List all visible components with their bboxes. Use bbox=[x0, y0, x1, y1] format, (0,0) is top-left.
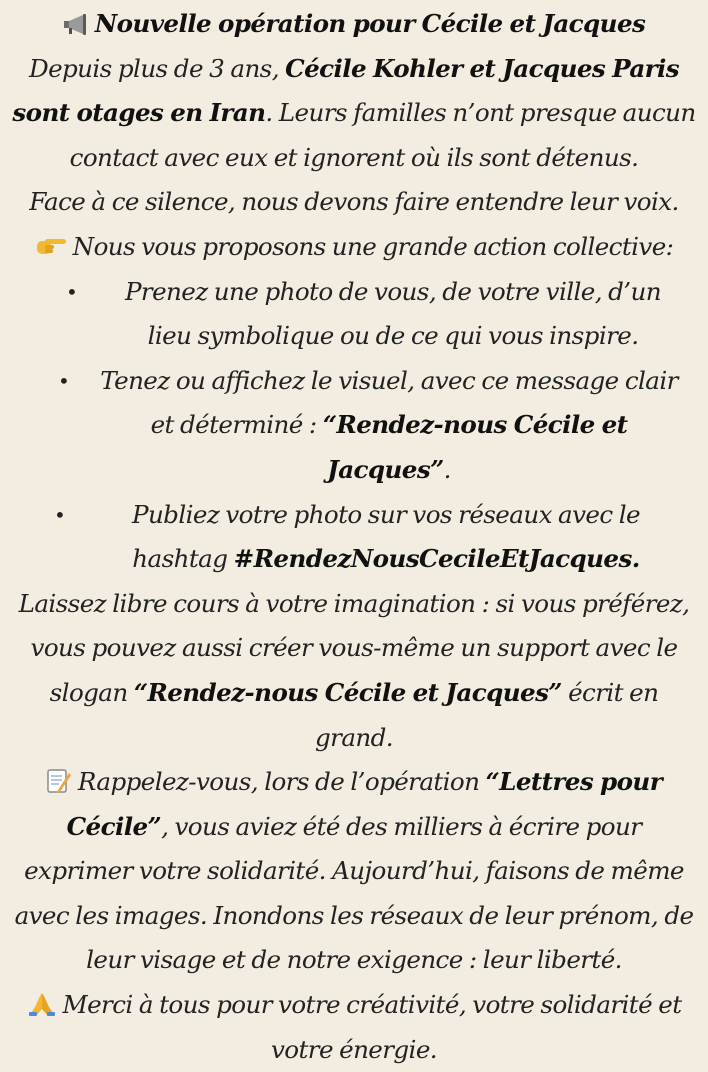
action-list bbox=[12, 270, 696, 582]
remember-bold: “Lettres pour Cécile” bbox=[66, 767, 663, 841]
praying-hands-icon bbox=[27, 991, 57, 1017]
intro-paragraph bbox=[12, 47, 696, 181]
proposal-text: Nous vous proposons une grande action collective: bbox=[72, 231, 674, 261]
imagination-slogan: “Rendez-nous Cécile et Jacques” bbox=[133, 677, 562, 707]
bullet-icon: • bbox=[54, 502, 66, 527]
silence-line: Face à ce silence, nous devons faire entendre leur voix. bbox=[29, 187, 679, 217]
title-line bbox=[12, 2, 696, 47]
remember-paragraph bbox=[12, 760, 696, 983]
thanks-paragraph bbox=[12, 983, 696, 1072]
bullet-2-end: . bbox=[443, 454, 451, 484]
intro-text-end: . Leurs familles n’ont presque aucun contact avec eux et ignorent où ils sont détenus. bbox=[69, 98, 696, 172]
remember-text: Rappelez-vous, lors de l’opération bbox=[77, 767, 486, 797]
bullet-icon: • bbox=[66, 279, 78, 304]
megaphone-icon bbox=[63, 13, 89, 35]
hashtag: #RendezNousCecileEtJacques. bbox=[233, 544, 640, 574]
imagination-text: Laissez libre cours à votre imagination : si vous préférez, vous pouvez aussi créer vous-même un support avec le slogan bbox=[18, 588, 690, 707]
memo-icon bbox=[46, 768, 72, 794]
thanks-text: Merci à tous pour votre créativité, votre solidarité et votre énergie. bbox=[62, 990, 682, 1064]
intro-text-start: Depuis plus de 3 ans, bbox=[28, 53, 286, 83]
proposal-line bbox=[12, 225, 696, 270]
list-item bbox=[12, 359, 696, 493]
pointing-hand-icon bbox=[35, 235, 67, 257]
bullet-icon: • bbox=[58, 368, 70, 393]
bullet-1-text: Prenez une photo de vous, de votre ville, d’un lieu symbolique ou de ce qui vous inspire. bbox=[124, 276, 662, 351]
page-title: Nouvelle opération pour Cécile et Jacques bbox=[94, 9, 646, 38]
list-item bbox=[12, 493, 696, 582]
bullet-3-text: Publiez votre photo sur vos réseaux avec le hashtag bbox=[132, 499, 640, 574]
imagination-paragraph bbox=[12, 582, 696, 760]
imagination-end: écrit en grand. bbox=[315, 677, 659, 752]
remember-end: , vous aviez été des milliers à écrire pour exprimer votre solidarité. Aujourd’hui, faisons de même avec les images. Inondons les réseaux de leur prénom, de leur visage et de notre exigence : leur liberté. bbox=[14, 811, 694, 975]
bullet-2-text: Tenez ou affichez le visuel, avec ce message clair et déterminé : bbox=[100, 365, 678, 440]
list-item bbox=[12, 270, 696, 359]
bullet-2-slogan: “Rendez-nous Cécile et Jacques” bbox=[322, 410, 628, 484]
intro-bold: Cécile Kohler et Jacques Paris sont otages en Iran bbox=[12, 53, 680, 128]
